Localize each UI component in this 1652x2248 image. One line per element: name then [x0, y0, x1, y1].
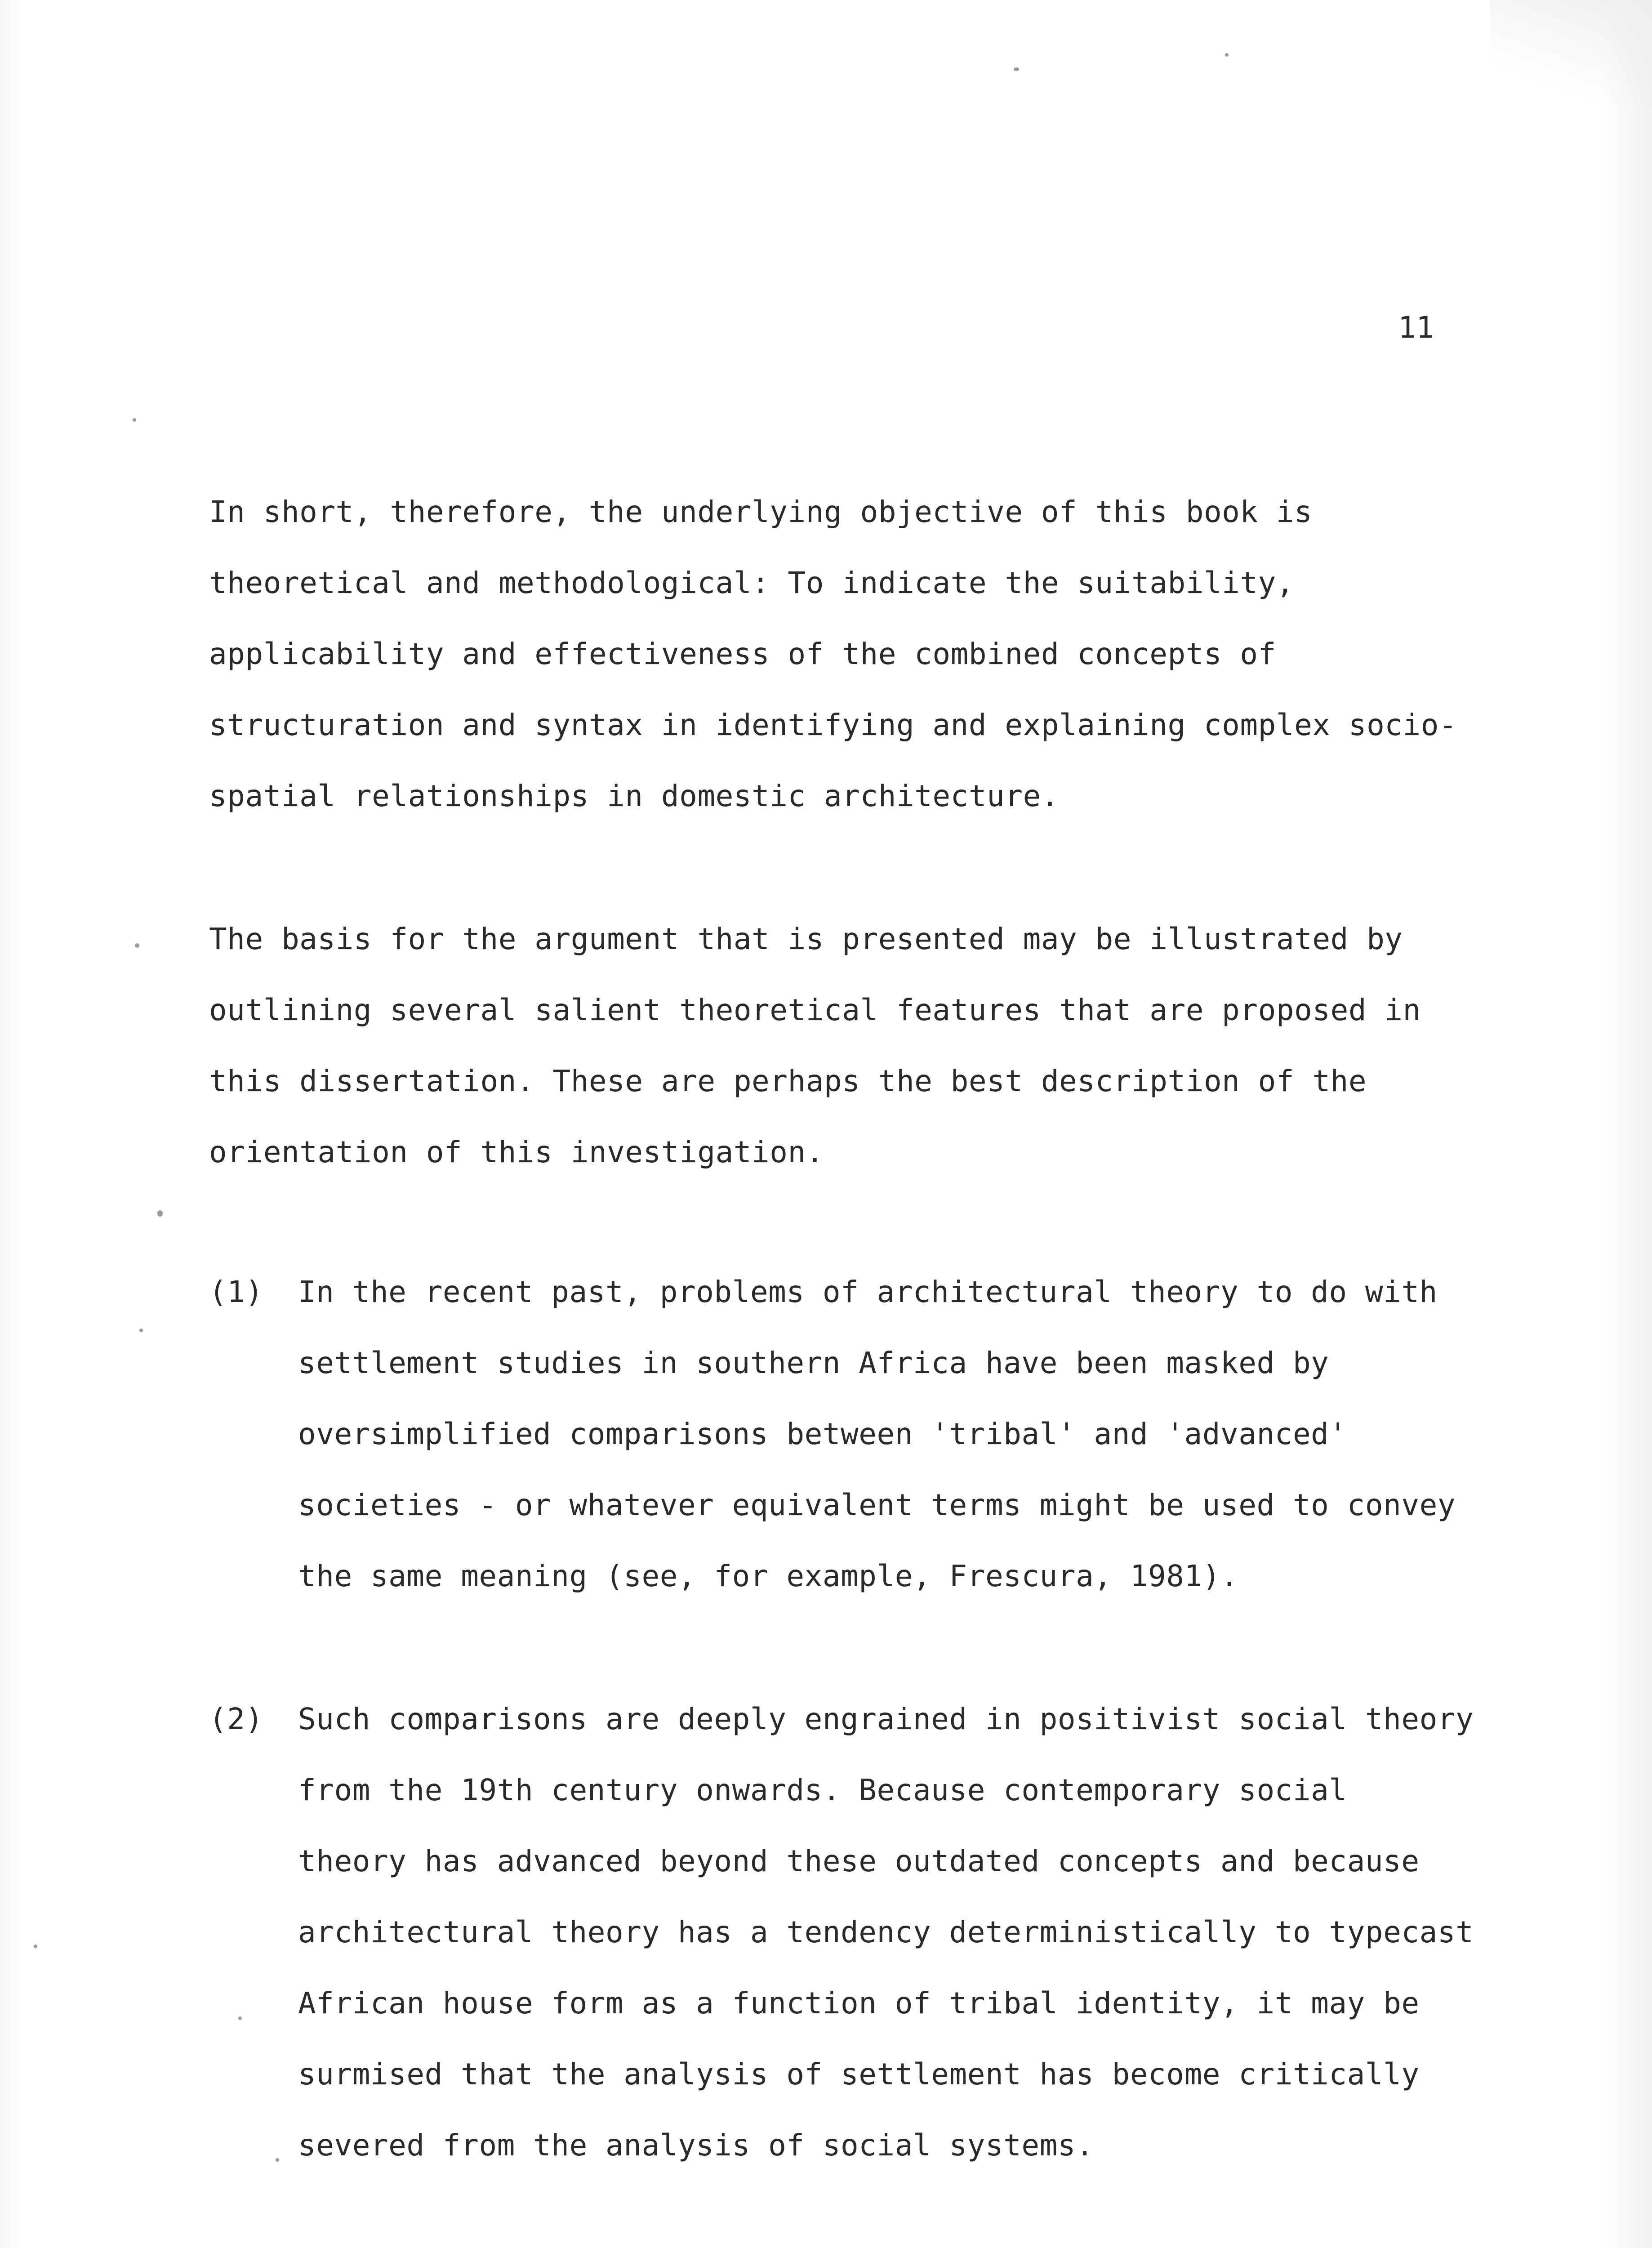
text-line: settlement studies in southern Africa have been masked by — [298, 1346, 1329, 1380]
text-line: outlining several salient theoretical features that are proposed in — [209, 993, 1421, 1027]
scan-speck — [133, 418, 136, 422]
text-line: from the 19th century onwards. Because contemporary social — [298, 1773, 1347, 1807]
scan-speck — [157, 1210, 163, 1217]
page-number: 11 — [1398, 310, 1434, 345]
list-item-number: (2) — [209, 1702, 263, 1736]
text-line: The basis for the argument that is presented may be illustrated by — [209, 922, 1403, 956]
scan-speck — [34, 1945, 37, 1948]
paragraph-basis — [209, 904, 1468, 1188]
text-line: Such comparisons are deeply engrained in positivist social theory — [298, 1702, 1474, 1736]
list-item-body — [298, 1257, 1456, 1612]
text-line: structuration and syntax in identifying and explaining complex socio- — [209, 708, 1457, 742]
list-item-number: (1) — [209, 1275, 263, 1309]
text-line: severed from the analysis of social systems. — [298, 2128, 1094, 2163]
scan-speck — [276, 2158, 279, 2162]
text-line: oversimplified comparisons between 'tribal' and 'advanced' — [298, 1417, 1347, 1451]
text-line: spatial relationships in domestic architecture. — [209, 779, 1060, 813]
text-line: societies - or whatever equivalent terms might be used to convey — [298, 1488, 1456, 1522]
scan-speck — [1014, 67, 1019, 71]
scan-speck — [139, 1329, 143, 1332]
text-line: orientation of this investigation. — [209, 1135, 824, 1169]
text-line: In the recent past, problems of architectural theory to do with — [298, 1275, 1438, 1309]
text-line: the same meaning (see, for example, Frescura, 1981). — [298, 1559, 1239, 1593]
text-line: African house form as a function of tribal identity, it may be — [298, 1986, 1420, 2021]
text-line: theory has advanced beyond these outdated concepts and because — [298, 1844, 1420, 1878]
text-line: architectural theory has a tendency deterministically to typecast — [298, 1915, 1474, 1949]
text-line: theoretical and methodological: To indicate the suitability, — [209, 566, 1295, 600]
scan-shadow — [1490, 0, 1652, 117]
paragraph-objective — [209, 477, 1468, 832]
text-line: this dissertation. These are perhaps the best description of the — [209, 1064, 1367, 1098]
scan-speck — [1225, 53, 1229, 57]
scan-speck — [238, 2016, 242, 2020]
text-line: In short, therefore, the underlying objective of this book is — [209, 495, 1313, 529]
list-item-body — [298, 1684, 1474, 2181]
scan-speck — [135, 943, 139, 948]
text-line: surmised that the analysis of settlement has become critically — [298, 2057, 1420, 2092]
text-line: applicability and effectiveness of the combined concepts of — [209, 637, 1276, 671]
